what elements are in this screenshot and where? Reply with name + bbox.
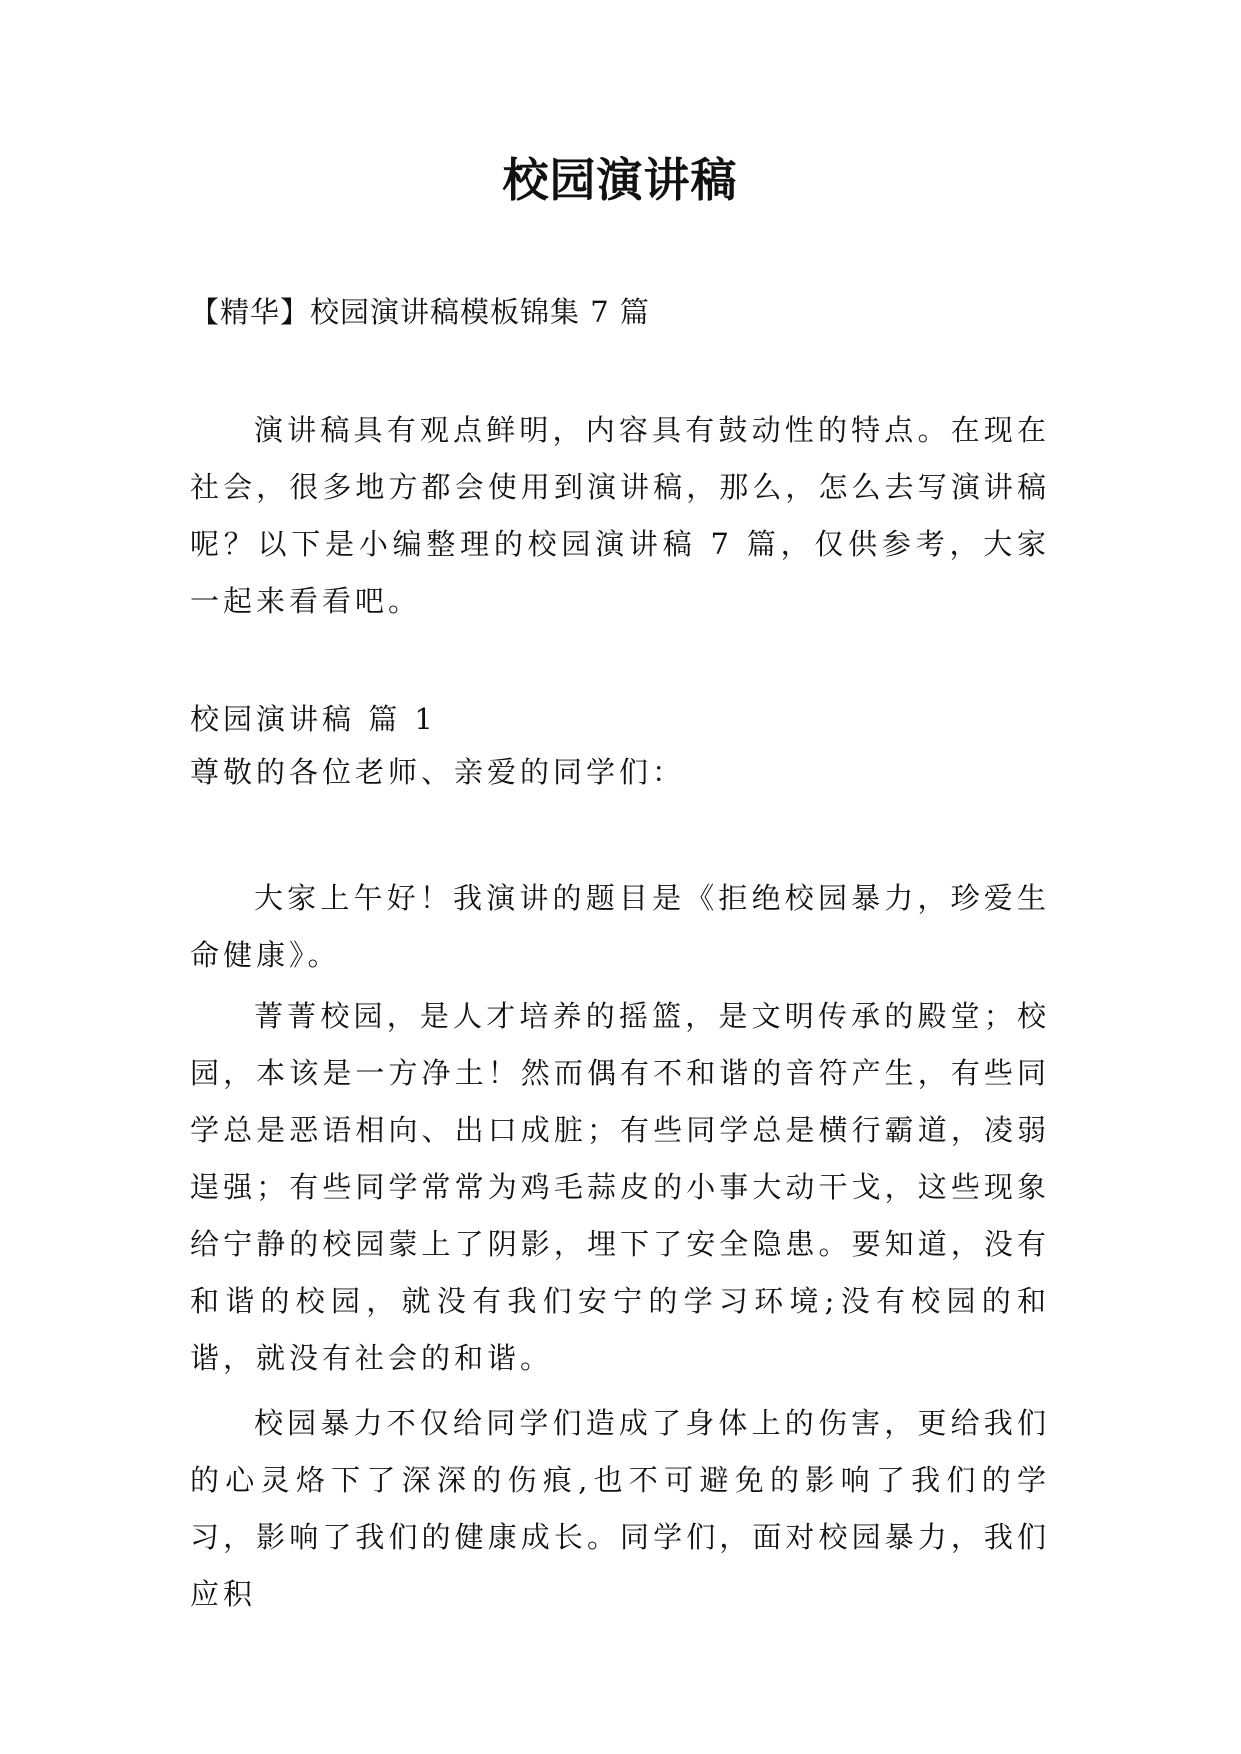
document-subtitle: 【精华】校园演讲稿模板锦集 7 篇: [190, 295, 650, 329]
body-paragraph: 大家上午好！我演讲的题目是《拒绝校园暴力，珍爱生命健康》。: [190, 881, 1050, 972]
section-heading: 校园演讲稿 篇 1: [190, 702, 437, 736]
intro-paragraph: 演讲稿具有观点鲜明，内容具有鼓动性的特点。在现在社会，很多地方都会使用到演讲稿，那么，怎么去写演讲稿呢？以下是小编整理的校园演讲稿 7 篇，仅供参考，大家一起来看看吧。: [190, 413, 1050, 618]
body-paragraph: 菁菁校园，是人才培养的摇篮，是文明传承的殿堂；校园，本该是一方净土！然而偶有不和谐的音符产生，有些同学总是恶语相向、出口成脏；有些同学总是横行霸道，凌弱逞强；有些同学常常为鸡毛蒜皮的小事大动干戈，这些现象给宁静的校园蒙上了阴影，埋下了安全隐患。要知道，没有和谐的校园，就没有我们安宁的学习环境;没有校园的和谐，就没有社会的和谐。: [190, 999, 1050, 1375]
body-paragraph: 校园暴力不仅给同学们造成了身体上的伤害，更给我们的心灵烙下了深深的伤痕,也不可避免的影响了我们的学习，影响了我们的健康成长。同学们，面对校园暴力，我们应积: [190, 1406, 1050, 1611]
document-title: 校园演讲稿: [502, 153, 738, 207]
salutation: 尊敬的各位老师、亲爱的同学们：: [190, 755, 686, 789]
